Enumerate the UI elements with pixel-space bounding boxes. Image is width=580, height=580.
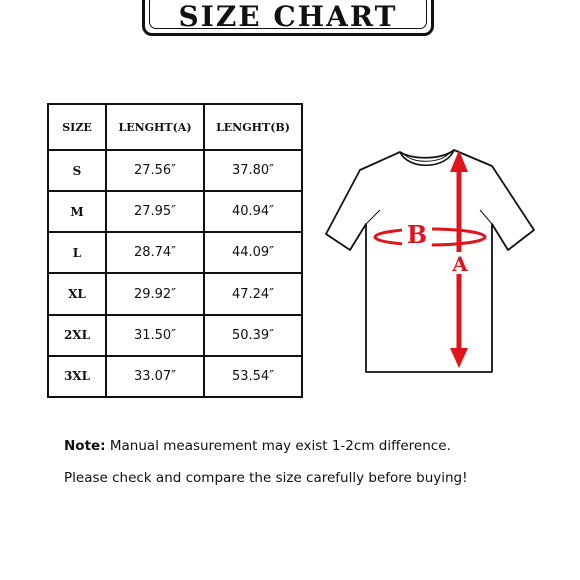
length-b-cell: 47.24″: [204, 273, 302, 314]
size-cell: M: [48, 191, 106, 232]
note-label: Note:: [64, 438, 106, 454]
table-row: [48, 356, 302, 397]
length-a-cell: 33.07″: [106, 356, 204, 397]
length-b-cell: 50.39″: [204, 315, 302, 356]
size-cell: L: [48, 232, 106, 273]
tshirt-icon: [322, 140, 537, 380]
page-title: SIZE CHART: [178, 0, 398, 33]
tshirt-outline: [326, 150, 534, 372]
length-b-cell: 44.09″: [204, 232, 302, 273]
size-cell: S: [48, 150, 106, 191]
title-box: [142, 0, 434, 36]
note-text-2: Please check and compare the size carefully before buying!: [64, 470, 468, 486]
size-cell: XL: [48, 273, 106, 314]
table-row: [48, 273, 302, 314]
size-cell: 2XL: [48, 315, 106, 356]
table-row: [48, 315, 302, 356]
length-a-cell: 31.50″: [106, 315, 204, 356]
table-row: [48, 191, 302, 232]
length-a-cell: 28.74″: [106, 232, 204, 273]
length-b-cell: 37.80″: [204, 150, 302, 191]
length-a-cell: 27.95″: [106, 191, 204, 232]
header-length-b: LENGHT(B): [204, 104, 302, 150]
table-row: [48, 232, 302, 273]
size-cell: 3XL: [48, 356, 106, 397]
note-line-1: [64, 438, 451, 454]
label-b: B: [406, 220, 428, 249]
length-b-cell: 40.94″: [204, 191, 302, 232]
header-length-a: LENGHT(A): [106, 104, 204, 150]
length-a-cell: 27.56″: [106, 150, 204, 191]
length-b-cell: 53.54″: [204, 356, 302, 397]
table-row: [48, 150, 302, 191]
table-header-row: [48, 104, 302, 150]
length-a-cell: 29.92″: [106, 273, 204, 314]
label-a: A: [452, 252, 468, 276]
header-size: SIZE: [48, 104, 106, 150]
size-table: [47, 103, 303, 398]
note-text-1: Manual measurement may exist 1-2cm difference.: [109, 438, 451, 454]
note-line-2: [64, 470, 468, 486]
